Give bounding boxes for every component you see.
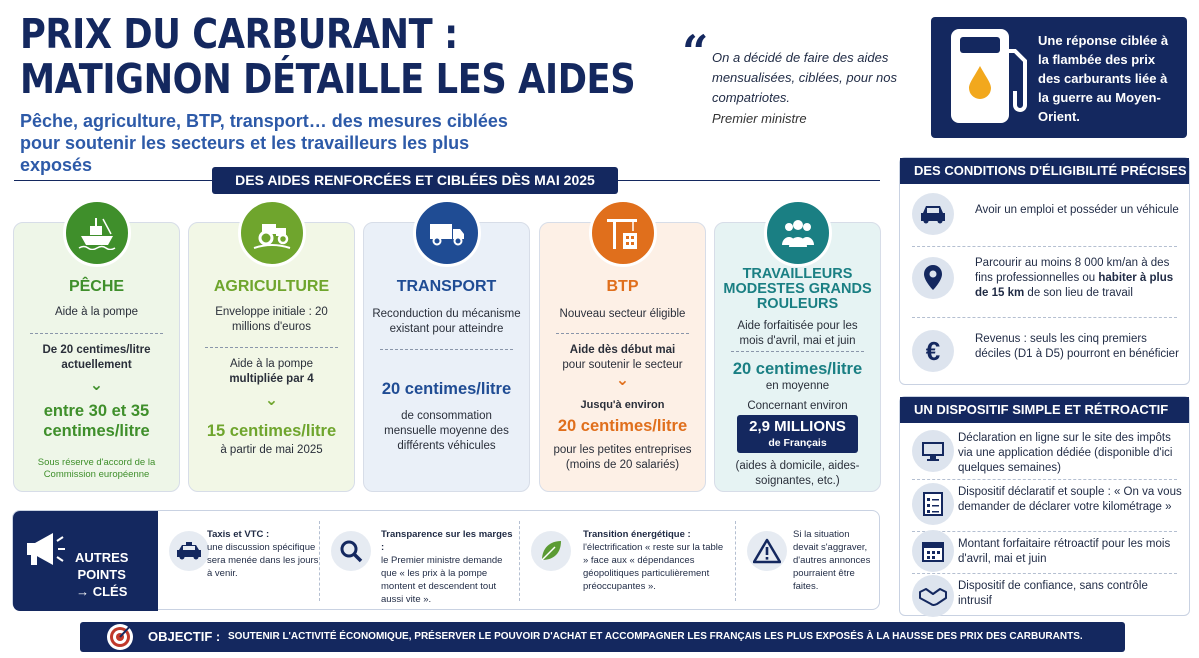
context-text: Une réponse ciblée à la flambée des prix des carburants liée à la guerre au Moyen-Orient. [1038,33,1169,124]
taxi-icon [169,531,209,571]
dispositif-text: Dispositif de confiance, sans contrôle intrusif [958,580,1148,607]
eligibility-panel [899,157,1190,385]
megaphone-icon [23,529,67,569]
card-line: pour soutenir le secteur [562,359,683,371]
card-note: de consommation mensuelle moyenne des différents véhicules [384,410,509,452]
title-line-1: PRIX DU CARBURANT : [20,10,458,58]
page-title [20,12,635,102]
card-line: Aide forfaitisée pour les mois d'avril, mai et juin [737,320,858,347]
card-line: Enveloppe initiale : 20 millions d'euros [215,306,328,333]
card-value: 20 centimes/litre [381,380,512,398]
autres-item: Transparence sur les marges : le Premier ministre demande que « les prix à la pompe montent et descendent tout aussi vite ». [381,529,513,605]
card-note: Sous réserve d'accord de la Commission européenne [37,457,156,480]
card-title: AGRICULTURE [213,278,330,295]
card-agriculture [188,222,355,492]
divider-left [14,180,212,181]
chevron-down-icon: ⌄ [615,372,630,389]
divider-right [618,180,880,181]
card-line: Jusqu'à environ [580,399,665,411]
fuel-pump-icon [951,29,1009,123]
card-transport [363,222,530,492]
card-line: De 20 centimes/litre actuellement [42,344,151,371]
chevron-down-icon: ⌄ [264,392,279,409]
card-note: pour les petites entreprises (moins de 20 salariés) [553,444,692,471]
handshake-icon [912,575,954,617]
form-icon [912,483,954,525]
card-note: (aides à domicile, aides-soignantes, etc.) [735,460,860,487]
quote-author: Premier ministre [712,111,807,126]
autres-item: Taxis et VTC : une discussion spécifique sera menée dans les jours à venir. [207,529,319,579]
autres-points-label-box [13,511,158,611]
panel-title: UN DISPOSITIF SIMPLE ET RÉTROACTIF [900,397,1189,423]
highlight-sub: de Français [768,437,827,449]
card-value: entre 30 et 35 centimes/litre [43,402,150,440]
card-value: 20 centimes/litre [732,360,863,378]
objectif-label: OBJECTIF : [148,629,221,644]
card-title: TRANSPORT [396,278,497,295]
autres-points-label: AUTRES POINTS → CLÉS [75,550,129,599]
card-value-note: en moyenne [765,380,830,392]
card-line: Aide à la pompe [229,358,314,370]
dispositif-panel [899,396,1190,616]
card-title: PÊCHE [68,278,125,295]
card-title: BTP [606,278,639,295]
dispositif-text: Montant forfaitaire rétroactif pour les mois d'avril, mai et juin [958,538,1171,565]
eligibility-text: Parcourir au moins 8 000 km/an à des fins professionnelles ou habiter à plus de 15 km de son lieu de travail [975,257,1174,299]
card-line: Reconduction du mécanisme existant pour atteindre [372,308,521,335]
card-peche [13,222,180,492]
quote-text: On a décidé de faire des aides mensualisées, ciblées, pour nos compatriotes. [712,50,897,105]
tractor-icon [238,199,306,267]
context-box [931,17,1187,138]
card-line: Aide à la pompe [54,306,139,318]
card-btp [539,222,706,492]
card-value: 15 centimes/litre [206,422,337,440]
warning-icon [747,531,787,571]
magnifier-icon [331,531,371,571]
autres-item: Transition énergétique : l'électrification « reste sur la table » face aux « dépendances géopolitiques particulièrement préoccupantes ». [583,529,724,592]
card-line: multipliée par 4 [229,373,314,385]
chevron-down-icon: ⌄ [89,377,104,394]
highlight-value: 2,9 MILLIONS [749,418,846,435]
panel-title: DES CONDITIONS D'ÉLIGIBILITÉ PRÉCISES [900,158,1189,184]
people-group-icon [764,199,832,267]
fishing-boat-icon [63,199,131,267]
card-line: Aide dès début mai [569,344,676,356]
crane-icon [589,199,657,267]
eligibility-text: Avoir un emploi et posséder un véhicule [975,204,1179,216]
card-line: Concernant environ [747,400,848,412]
autres-points-panel [12,510,880,610]
target-icon [104,620,136,652]
calendar-icon [912,530,954,572]
card-note: à partir de mai 2025 [220,444,323,456]
euro-icon: € [912,330,954,372]
card-line: Nouveau secteur éligible [559,308,686,320]
card-title: TRAVAILLEURS MODESTES GRANDS ROULEURS [723,266,872,312]
truck-icon [413,199,481,267]
location-pin-icon [912,257,954,299]
computer-icon [912,430,954,472]
objectif-bar [80,622,1125,652]
eligibility-text: Revenus : seuls les cinq premiers déciles (D1 à D5) pourront en bénéficier [975,333,1179,360]
dispositif-text: Dispositif déclaratif et souple : « On va vous demander de déclarer votre kilométrage » [958,486,1182,513]
card-value: 20 centimes/litre [557,417,688,435]
objectif-text: SOUTENIR L'ACTIVITÉ ÉCONOMIQUE, PRÉSERVER LE POUVOIR D'ACHAT ET ACCOMPAGNER LES FRANÇAIS LES PLUS EXPOSÉS À LA HAUSSE DES PRIX DES CARBURANTS. [228,631,1083,642]
page-subtitle: Pêche, agriculture, BTP, transport… des mesures ciblées pour soutenir les secteurs et les travailleurs les plus exposés [20,111,508,175]
autres-item: Si la situation devait s'aggraver, d'autres annonces pourraient être faites. [793,529,871,592]
title-line-2: MATIGNON DÉTAILLE LES AIDES [20,55,636,103]
leaf-icon [531,531,571,571]
card-travailleurs [714,222,881,492]
dispositif-text: Déclaration en ligne sur le site des impôts via une application dédiée (disponible d'ici quelques semaines) [958,432,1173,474]
section-banner: DES AIDES RENFORCÉES ET CIBLÉES DÈS MAI 2025 [212,167,618,194]
quote-mark-icon: “ [682,25,709,79]
highlight-box [737,415,858,453]
car-icon [912,193,954,235]
